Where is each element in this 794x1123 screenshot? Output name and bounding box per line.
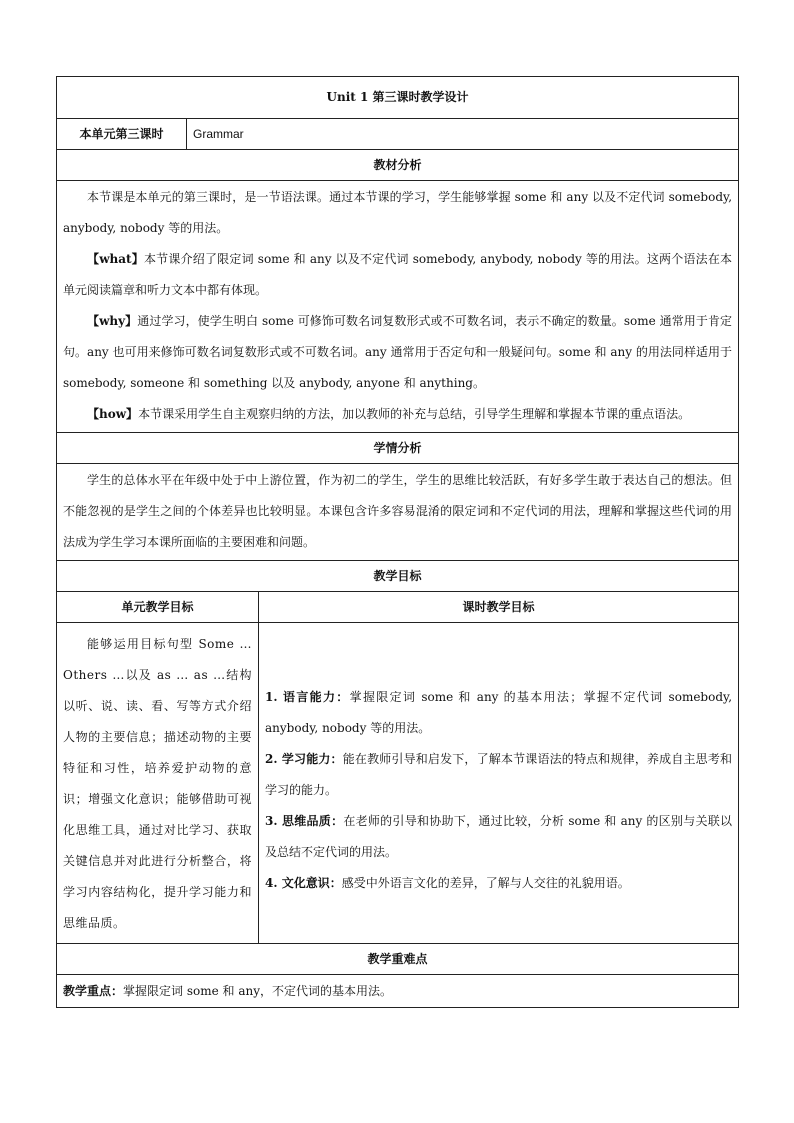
why-text: 通过学习，使学生明白 some 可修饰可数名词复数形式或不可数名词，表示不确定的数量。some 通常用于肯定句。any 也可用来修饰可数名词复数形式或不可数名词。any 通常用于否定句和一般疑问句。some 和 any 的用法同样适用于 somebody, someone 和 something 以及 anybody, anyone 和 anything。 [63,314,733,390]
how-tag: 【how】 [87,407,139,421]
key-points-row [57,975,739,1008]
material-how [63,399,732,430]
document-title: Unit 1 第三课时教学设计 [57,77,739,119]
what-tag: 【what】 [87,252,144,266]
key-points-label: 教学重点： [63,984,124,998]
material-analysis-heading: 教材分析 [57,150,739,181]
key-points-heading: 教学重难点 [57,944,739,975]
unit-objectives-text: 能够运用目标句型 Some … Others …以及 as … as …结构以听、说、读、看、写等方式介绍人物的主要信息；描述动物的主要特征和习性，培养爱护动物的意识；增强文化意识；能够借助可视化思维工具，通过对比学习、获取关键信息并对此进行分析整合，将学习内容结构化，提升学习能力和思维品质。 [63,637,252,930]
objective-text: 在老师的引导和协助下，通过比较，分析 some 和 any 的区别与关联以及总结不定代词的用法。 [265,814,733,859]
material-what [63,244,732,306]
objective-item [265,868,732,899]
lesson-plan-table [56,76,739,1008]
objective-item [265,744,732,806]
objective-label: 1. 语言能力： [265,690,350,704]
student-analysis-body [57,464,739,561]
material-intro: 本节课是本单元的第三课时，是一节语法课。通过本节课的学习，学生能够掌握 some 和 any 以及不定代词 somebody, anybody, nobody 等的用法。 [63,190,733,235]
student-analysis-heading: 学情分析 [57,433,739,464]
unit-objectives-heading: 单元教学目标 [57,592,259,623]
lesson-value: Grammar [187,119,739,150]
lesson-objectives-body [259,623,739,944]
lesson-label: 本单元第三课时 [57,119,187,150]
unit-objectives-body [57,623,259,944]
lesson-objectives-heading: 课时教学目标 [259,592,739,623]
objective-text: 感受中外语言文化的差异，了解与人交往的礼貌用语。 [341,876,630,890]
objective-text: 掌握限定词 some 和 any 的基本用法；掌握不定代词 somebody, anybody, nobody 等的用法。 [265,690,733,735]
how-text: 本节课采用学生自主观察归纳的方法，加以教师的补充与总结，引导学生理解和掌握本节课的重点语法。 [138,407,691,421]
objective-item [265,682,732,744]
student-analysis-text: 学生的总体水平在年级中处于中上游位置，作为初二的学生，学生的思维比较活跃，有好多学生敢于表达自己的想法。但不能忽视的是学生之间的个体差异也比较明显。本课包含许多容易混淆的限定词和不定代词的用法，理解和掌握这些代词的用法成为学生学习本课所面临的主要困难和问题。 [63,473,733,549]
objective-label: 4. 文化意识： [265,876,342,890]
material-why [63,306,732,399]
why-tag: 【why】 [87,314,138,328]
objective-label: 3. 思维品质： [265,814,344,828]
objective-label: 2. 学习能力： [265,752,343,766]
material-analysis-body [57,181,739,433]
what-text: 本节课介绍了限定词 some 和 any 以及不定代词 somebody, anybody, nobody 等的用法。这两个语法在本单元阅读篇章和听力文本中都有体现。 [63,252,733,297]
objective-item [265,806,732,868]
key-points-text: 掌握限定词 some 和 any，不定代词的基本用法。 [123,984,392,998]
objective-text: 能在教师引导和启发下，了解本节课语法的特点和规律，养成自主思考和学习的能力。 [265,752,733,797]
objectives-heading: 教学目标 [57,561,739,592]
